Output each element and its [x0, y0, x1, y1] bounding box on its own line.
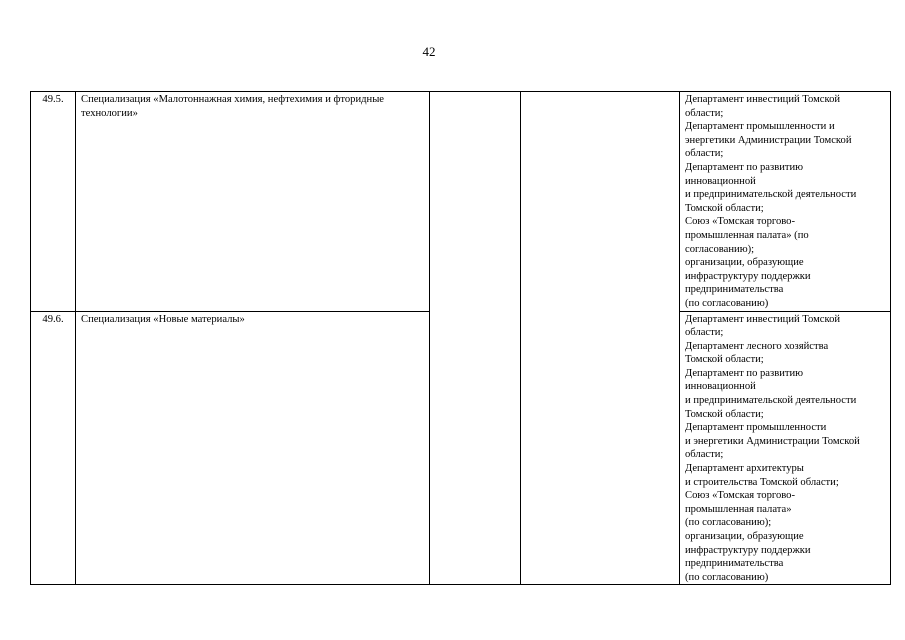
- responsible-line: предпринимательства: [685, 284, 784, 296]
- responsible-line: Департамент инвестиций Томской: [685, 94, 841, 105]
- responsible-line: Департамент архитектуры: [685, 463, 804, 475]
- responsible-line: (по согласованию): [685, 297, 769, 309]
- page-number: 42: [422, 44, 436, 59]
- responsible-cell: [680, 92, 891, 312]
- responsible-line: Томской области;: [685, 408, 764, 420]
- responsible-line: и строительства Томской области;: [685, 476, 839, 488]
- table-row: [31, 92, 891, 312]
- responsible-line: промышленная палата» (по: [685, 229, 809, 241]
- empty-cell: [521, 92, 680, 585]
- empty-cell: [430, 92, 521, 585]
- responsible-line: предпринимательства: [685, 558, 784, 570]
- responsible-line: энергетики Администрации Томской: [685, 134, 852, 146]
- responsible-line: Союз «Томская торгово-: [685, 490, 796, 502]
- responsible-line: и энергетики Администрации Томской: [685, 435, 860, 447]
- responsible-line: (по согласованию): [685, 571, 769, 583]
- responsible-line: Департамент по развитию: [685, 161, 804, 173]
- responsible-line: промышленная палата»: [685, 503, 792, 515]
- responsible-line: (по согласованию);: [685, 517, 772, 529]
- specialization-name: Специализация «Малотоннажная химия, нефтехимия и фторидные технологии»: [81, 94, 385, 119]
- responsible-line: организации, образующие: [685, 531, 804, 542]
- responsible-line: инновационной: [685, 381, 756, 393]
- responsible-line: области;: [685, 327, 724, 339]
- responsible-line: области;: [685, 449, 724, 461]
- responsible-line: Томской области;: [685, 354, 764, 366]
- row-number: 49.5.: [31, 92, 76, 312]
- specialization-cell: [76, 311, 430, 585]
- responsible-line: области;: [685, 107, 724, 119]
- responsible-cell: [680, 311, 891, 585]
- responsible-line: области;: [685, 148, 724, 160]
- responsible-line: инфраструктуру поддержки: [685, 544, 811, 556]
- responsible-line: Томской области;: [685, 202, 764, 214]
- responsible-line: Департамент промышленности и: [685, 121, 835, 133]
- specialization-name: Специализация «Новые материалы»: [81, 313, 245, 325]
- responsible-line: организации, образующие: [685, 257, 804, 269]
- document-table: [30, 91, 891, 585]
- responsible-line: инновационной: [685, 175, 756, 187]
- responsible-line: Департамент лесного хозяйства: [685, 340, 829, 352]
- responsible-line: Департамент промышленности: [685, 422, 827, 434]
- responsible-line: Департамент инвестиций Томской: [685, 313, 841, 325]
- responsible-line: Союз «Томская торгово-: [685, 216, 796, 228]
- responsible-line: и предпринимательской деятельности: [685, 189, 857, 201]
- responsible-line: инфраструктуру поддержки: [685, 270, 811, 282]
- responsible-line: и предпринимательской деятельности: [685, 395, 857, 407]
- responsible-line: Департамент по развитию: [685, 367, 804, 379]
- row-number: 49.6.: [31, 311, 76, 585]
- specialization-cell: [76, 92, 430, 312]
- responsible-line: согласованию);: [685, 243, 755, 255]
